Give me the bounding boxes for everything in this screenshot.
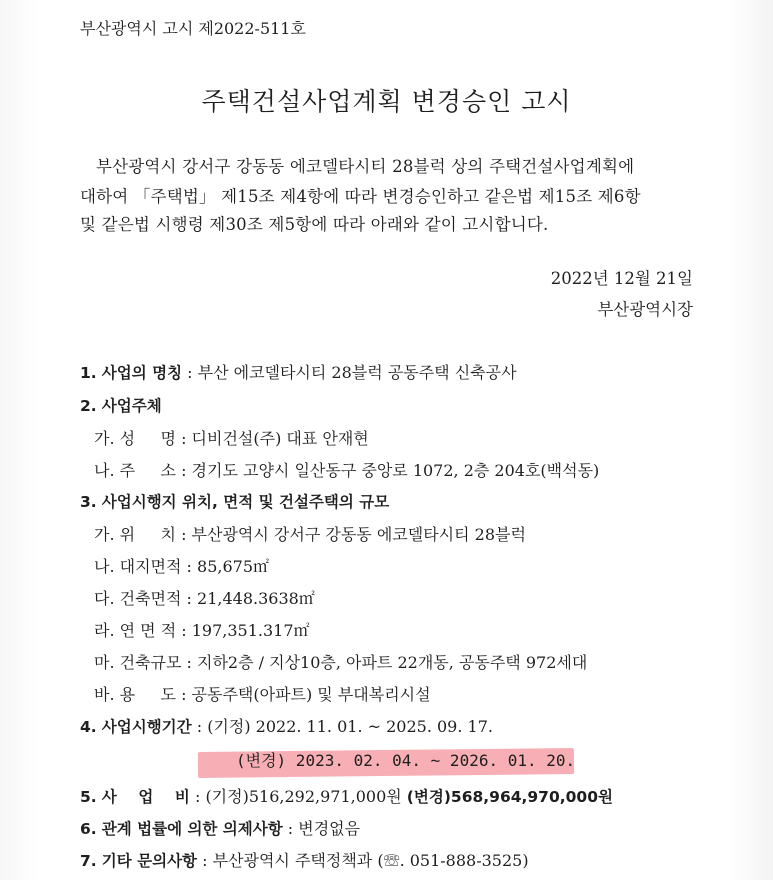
section-6-number: 6. — [80, 820, 97, 838]
section-3a-label: 가. 위 치 — [94, 525, 176, 544]
section-1-label: 사업의 명칭 — [101, 364, 183, 382]
section-5-value: : (기정)516,292,971,000원 — [189, 787, 407, 806]
section-2b-value: : 경기도 고양시 일산동구 중앙로 1072, 2층 204호(백석동) — [175, 461, 600, 480]
section-4-label: 사업시행기간 — [101, 718, 192, 736]
section-3c — [94, 588, 315, 610]
section-6-label: 관계 법률에 의한 의제사항 — [101, 820, 283, 838]
section-3e-label: 마. 건축규모 — [94, 653, 182, 672]
section-3f-value: : 공동주택(아파트) 및 부대복리시설 — [175, 685, 431, 704]
section-3a-value: : 부산광역시 강서구 강동동 에코델타시티 28블럭 — [175, 525, 526, 544]
notice-title: 주택건설사업계획 변경승인 고시 — [201, 87, 572, 116]
body-line-3: 및 같은법 시행령 제30조 제5항에 따라 아래와 같이 고시합니다. — [80, 215, 549, 234]
section-5-number: 5. — [80, 788, 97, 806]
section-2a-label: 가. 성 명 — [94, 429, 176, 448]
section-2 — [80, 395, 162, 417]
section-3d-label: 라. 연 면 적 — [94, 621, 177, 640]
section-7 — [80, 850, 529, 872]
section-3e — [94, 652, 587, 674]
body-line-1: 부산광역시 강서구 강동동 에코델타시티 28블럭 상의 주택건설사업계획에 — [96, 157, 635, 176]
section-2b — [94, 460, 599, 482]
section-3f-label: 바. 용 도 — [94, 685, 176, 704]
section-2b-label: 나. 주 소 — [94, 461, 176, 480]
section-4-value: : (기정) 2022. 11. 01. ~ 2025. 09. 17. — [191, 717, 493, 736]
section-3 — [80, 491, 389, 513]
section-5 — [80, 786, 613, 808]
section-3d — [94, 620, 310, 642]
section-6 — [80, 818, 360, 840]
section-3c-label: 다. 건축면적 — [94, 589, 182, 608]
section-7-value: : 부산광역시 주택정책과 (☏. 051-888-3525) — [197, 851, 529, 870]
section-5-label: 사 업 비 — [101, 788, 190, 806]
section-2a — [94, 428, 369, 450]
section-3f — [94, 684, 431, 706]
section-3b-value: : 85,675㎡ — [181, 557, 270, 576]
section-3b — [94, 556, 269, 578]
notice-number: 부산광역시 고시 제2022-511호 — [80, 19, 306, 38]
body-line-2: 대하여 「주택법」 제15조 제4항에 따라 변경승인하고 같은법 제15조 제6항 — [80, 187, 641, 206]
section-3a — [94, 524, 526, 546]
section-5-changed-value: (변경)568,964,970,000원 — [406, 788, 613, 806]
section-1-number: 1. — [80, 364, 97, 382]
section-3-label: 사업시행지 위치, 면적 및 건설주택의 규모 — [101, 493, 390, 511]
section-7-label: 기타 문의사항 — [101, 852, 198, 870]
section-3c-value: : 21,448.3638㎡ — [181, 589, 315, 608]
section-3e-value: : 지하2층 / 지상10층, 아파트 22개동, 공동주택 972세대 — [181, 653, 588, 672]
section-4-number: 4. — [80, 718, 97, 736]
notice-issuer: 부산광역시장 — [597, 300, 693, 319]
section-4 — [80, 716, 493, 738]
section-4-change: (변경) 2023. 02. 04. ~ 2026. 01. 20. — [236, 751, 576, 770]
section-3d-value: : 197,351.317㎡ — [176, 621, 310, 640]
notice-date: 2022년 12월 21일 — [550, 269, 693, 288]
section-3-number: 3. — [80, 493, 97, 511]
section-7-number: 7. — [80, 852, 97, 870]
section-1-value: : 부산 에코델타시티 28블럭 공동주택 신축공사 — [182, 363, 517, 382]
section-3b-label: 나. 대지면적 — [94, 557, 182, 576]
section-2-number: 2. — [80, 397, 97, 415]
section-2-label: 사업주체 — [101, 397, 162, 415]
section-2a-value: : 디비건설(주) 대표 안재현 — [175, 429, 369, 448]
section-1 — [80, 362, 517, 384]
section-6-value: : 변경없음 — [282, 819, 361, 838]
